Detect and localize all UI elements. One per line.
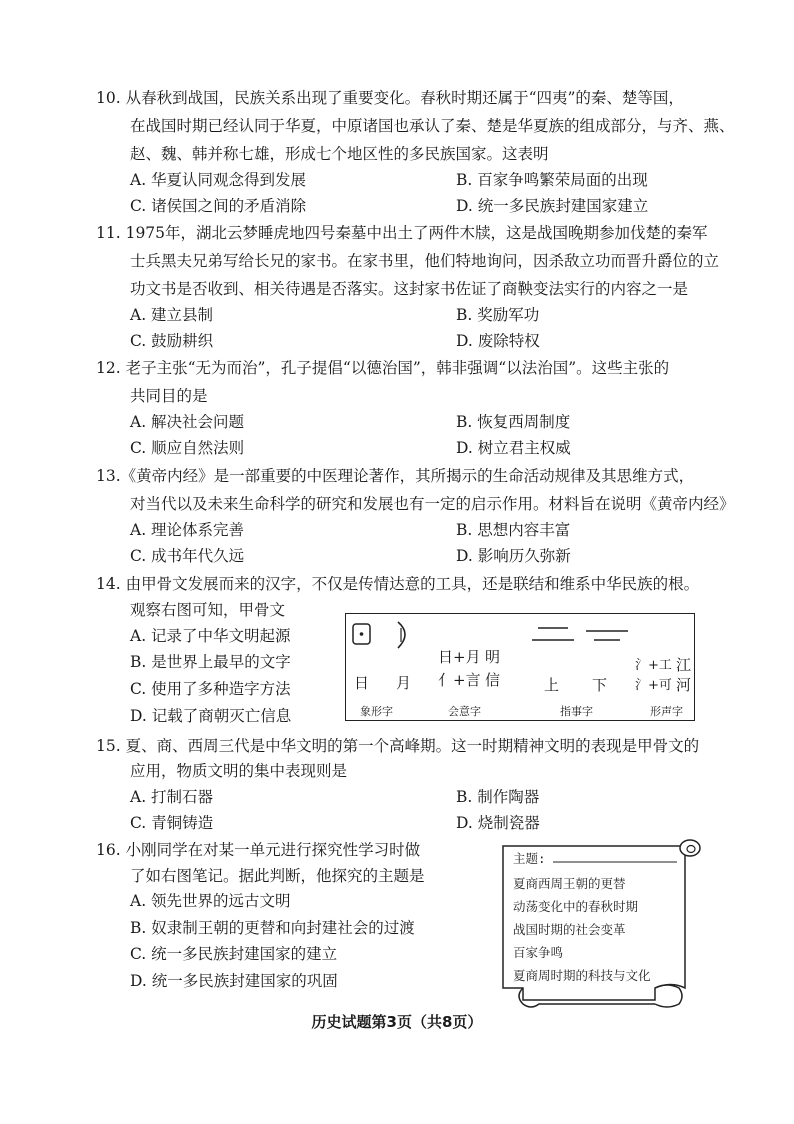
q15-option-c: C. 青铜铸造 (130, 814, 214, 832)
question-10-line-1: 10. 从春秋到战国，民族关系出现了重要变化。春秋时期还属于“四夷”的秦、楚等国， (96, 89, 684, 107)
q12-option-b: B. 恢复西周制度 (456, 413, 571, 431)
q16-option-a: A. 领先世界的远古文明 (130, 892, 291, 910)
q14-option-c: C. 使用了多种造字方法 (130, 680, 291, 698)
xia-glyph-icon (586, 631, 628, 640)
glyph-shui-gong: 氵+工 (635, 658, 672, 673)
question-13-line-2: 对当代以及未来生命科学的研究和发展也有一定的启示作用。材料旨在说明《黄帝内经》 (130, 495, 735, 513)
question-13-line-1: 13.《黄帝内经》是一部重要的中医理论著作，其所揭示的生命活动规律及其思维方式， (96, 467, 695, 485)
question-15-line-1: 15. 夏、商、西周三代是中华文明的第一个高峰期。这一时期精神文明的表现是甲骨文的 (96, 737, 700, 755)
question-16-line-1: 16. 小刚同学在对某一单元进行探究性学习时做 (96, 841, 421, 859)
q13-option-b: B. 思想内容丰富 (456, 521, 571, 539)
question-11-line-2: 士兵黑夫兄弟写给长兄的家书。在家书里，他们特地询问，因杀敌立功而晋升爵位的立 (130, 252, 720, 270)
q15-option-b: B. 制作陶器 (456, 788, 540, 806)
sun-dot-icon (360, 632, 364, 636)
notes-title: 主题: (513, 851, 546, 866)
question-16-line-2: 了如右图笔记。据此判断，他探究的主题是 (130, 867, 425, 885)
notes-item-4: 百家争鸣 (513, 945, 564, 960)
study-notes-scroll (495, 838, 705, 1013)
q13-option-a: A. 理论体系完善 (130, 521, 245, 539)
q10-option-d: D. 统一多民族封建国家建立 (456, 197, 649, 215)
q10-option-c: C. 诸侯国之间的矛盾消除 (130, 197, 307, 215)
glyph-ming: 明 (485, 648, 501, 666)
q12-option-c: C. 顺应自然法则 (130, 439, 245, 457)
page-footer: 历史试题第3页（共8页） (311, 1013, 483, 1031)
q10-option-b: B. 百家争鸣繁荣局面的出现 (456, 171, 648, 189)
notes-item-1: 夏商西周王朝的更替 (513, 876, 626, 891)
q11-option-c: C. 鼓励耕织 (130, 332, 214, 350)
glyph-xin: 信 (485, 671, 501, 689)
glyph-he: 河 (676, 676, 692, 694)
q11-option-b: B. 奖励军功 (456, 306, 540, 324)
question-11-line-3: 功文书是否收到、相关待遇是否落实。这封家书佐证了商鞅变法实行的内容之一是 (130, 280, 689, 298)
q12-option-d: D. 树立君主权威 (456, 439, 571, 457)
notes-item-2: 动荡变化中的春秋时期 (513, 899, 639, 914)
question-10-line-3: 赵、魏、韩并称七雄，形成七个地区性的多民族国家。这表明 (130, 145, 549, 163)
glyph-yue: 月 (396, 674, 412, 692)
question-11-line-1: 11. 1975年，湖北云梦睡虎地四号秦墓中出土了两件木牍，这是战国晚期参加伐楚的秦军 (96, 224, 708, 242)
q16-option-d: D. 统一多民族封建国家的巩固 (130, 972, 338, 990)
question-12-line-1: 12. 老子主张“无为而治”，孔子提倡“以德治国”，韩非强调“以法治国”。这些主张的 (96, 359, 670, 377)
q13-option-d: D. 影响历久弥新 (456, 547, 571, 565)
notes-item-3: 战国时期的社会变革 (513, 922, 626, 937)
glyph-jiang: 江 (676, 656, 692, 674)
question-10-line-2: 在战国时期已经认同于华夏，中原诸国也承认了秦、楚是华夏族的组成部分，与齐、燕、 (130, 117, 735, 135)
glyph-ri: 日 (354, 674, 370, 692)
caption-xingsheng: 形声字 (650, 705, 683, 718)
glyph-xia: 下 (592, 676, 608, 694)
glyph-ri-yue: 日+月 (438, 648, 481, 666)
caption-xiangxing: 象形字 (360, 705, 393, 718)
caption-zhishi: 指事字 (560, 705, 593, 718)
glyph-shui-ke: 氵+可 (635, 678, 672, 693)
question-15-line-2: 应用，物质文明的集中表现则是 (130, 762, 348, 780)
q13-option-c: C. 成书年代久远 (130, 547, 245, 565)
notes-item-5: 夏商周时期的科技与文化 (513, 968, 651, 983)
q12-option-a: A. 解决社会问题 (130, 413, 245, 431)
q16-option-b: B. 奴隶制王朝的更替和向封建社会的过渡 (130, 919, 415, 937)
caption-huiyi: 会意字 (448, 705, 481, 718)
q11-option-d: D. 废除特权 (456, 332, 540, 350)
q15-option-a: A. 打制石器 (130, 788, 214, 806)
glyph-ren-yan: 亻+言 (438, 671, 481, 689)
q14-option-b: B. 是世界上最早的文字 (130, 653, 291, 671)
shang-glyph-icon (532, 628, 574, 640)
q15-option-d: D. 烧制瓷器 (456, 814, 540, 832)
question-14-line-2: 观察右图可知，甲骨文 (130, 601, 286, 619)
q14-option-a: A. 记录了中华文明起源 (130, 627, 291, 645)
q10-option-a: A. 华夏认同观念得到发展 (130, 171, 307, 189)
q16-option-c: C. 统一多民族封建国家的建立 (130, 945, 338, 963)
oracle-bone-figure (345, 613, 695, 721)
glyph-shang: 上 (544, 676, 560, 694)
question-12-line-2: 共同目的是 (130, 387, 208, 405)
question-14-line-1: 14. 由甲骨文发展而来的汉字，不仅是传情达意的工具，还是联结和维系中华民族的根。 (96, 575, 700, 593)
q11-option-a: A. 建立县制 (130, 306, 214, 324)
q14-option-d: D. 记载了商朝灭亡信息 (130, 707, 292, 725)
